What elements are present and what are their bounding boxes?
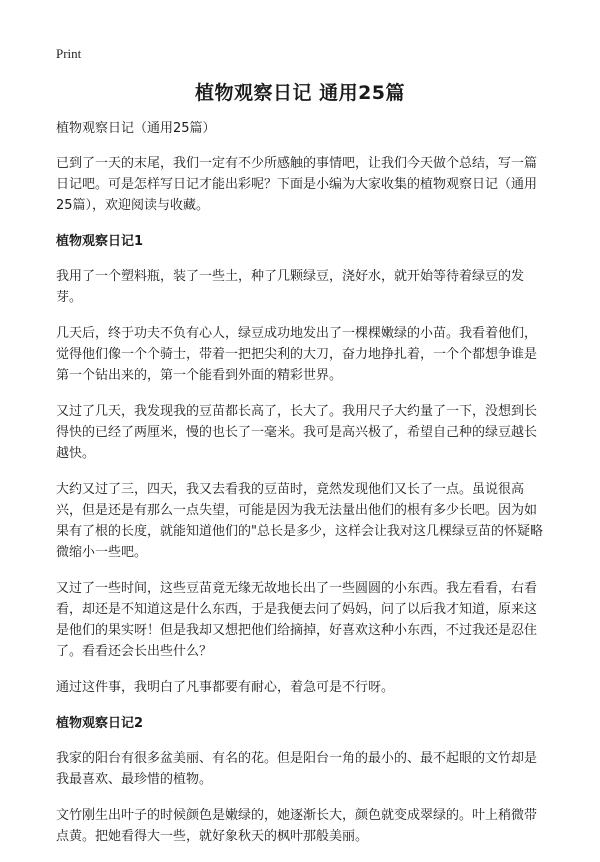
intro-paragraph: 已到了一天的末尾，我们一定有不少所感触的事情吧，让我们今天做个总结，写一篇日记吧。可是怎样写日记才能出彩呢？下面是小编为大家收集的植物观察日记（通用25篇），欢迎阅读与收藏。 <box>56 156 538 213</box>
paragraph: 几天后，终于功夫不负有心人，绿豆成功地发出了一棵棵嫩绿的小苗。我看着他们，觉得他们像一个个骑士，带着一把把尖利的大刀，奋力地挣扎着，一个个都想争谁是第一个钻出来的，第一个能看到外面的精彩世界。 <box>56 326 538 383</box>
page-title: 植物观察日记 通用25篇 <box>194 82 406 104</box>
paragraph: 文竹刚生出叶子的时候颜色是嫩绿的，她逐渐长大，颜色就变成翠绿的。叶上稍微带点黄。把她看得大一些，就好象秋天的枫叶那般美丽。 <box>56 808 538 844</box>
paragraph: 我家的阳台有很多盆美丽、有名的花。但是阳台一角的最小的、最不起眼的文竹却是我最喜欢、最珍惜的植物。 <box>56 751 538 787</box>
section-heading-1: 植物观察日记1 <box>56 234 144 249</box>
paragraph: 又过了几天，我发现我的豆苗都长高了，长大了。我用尺子大约量了一下，没想到长得快的已经了两厘米，慢的也长了一毫米。我可是高兴极了，希望自己种的绿豆越长越快。 <box>56 404 538 461</box>
paragraph: 又过了一些时间，这些豆苗竟无缘无故地长出了一些圆圆的小东西。我左看看，右看看，却还是不知道这是什么东西，于是我便去问了妈妈，问了以后我才知道，原来这是他们的果实呀！但是我却又想把他们给摘掉，好喜欢这种小东西，不过我还是忍住了。看看还会长出些什么？ <box>56 581 538 659</box>
article-subtitle: 植物观察日记（通用25篇） <box>56 121 216 136</box>
section-heading-2: 植物观察日记2 <box>56 716 144 731</box>
print-link[interactable]: Print <box>56 46 82 61</box>
paragraph: 大约又过了三，四天，我又去看我的豆苗时，竟然发现他们又长了一点。虽说很高兴，但是还是有那么一点失望，可能是因为我无法量出他们的根有多少长吧。因为如果有了根的长度，就能知道他们的"总长是多少，这样会让我对这几棵绿豆苗的怀疑略微缩小一些吧。 <box>56 482 543 560</box>
article-body <box>56 118 548 862</box>
paragraph: 我用了一个塑料瓶，装了一些土，种了几颗绿豆，浇好水，就开始等待着绿豆的发芽。 <box>56 269 525 305</box>
paragraph: 通过这件事，我明白了凡事都要有耐心，着急可是不行呀。 <box>56 680 395 695</box>
